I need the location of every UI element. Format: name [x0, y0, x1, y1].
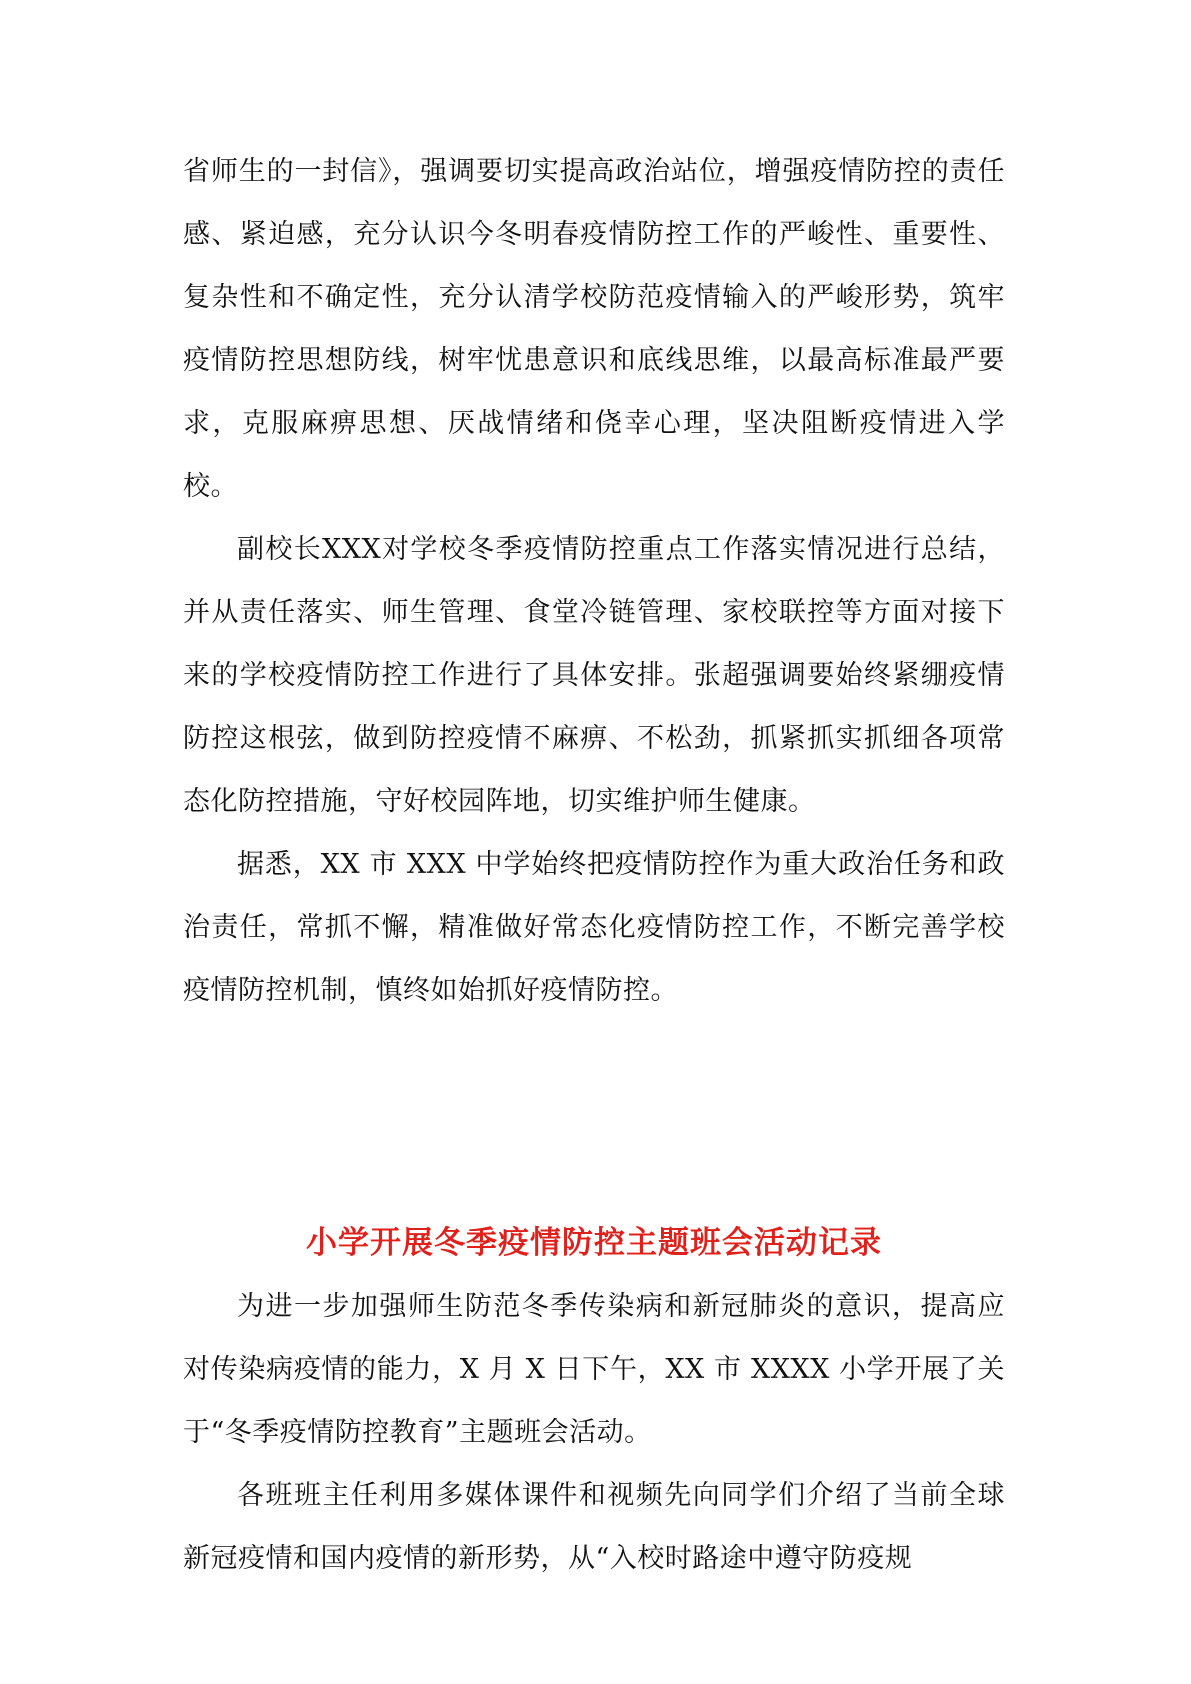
- paragraph-letter-summary: 省师生的一封信》，强调要切实提高政治站位，增强疫情防控的责任感、紧迫感，充分认识今冬明春疫情防控工作的严峻性、重要性、复杂性和不确定性，充分认清学校防范疫情输入的严峻形势，筑牢疫情防控思想防线，树牢忧患意识和底线思维，以最高标准最严要求，克服麻痹思想、厌战情绪和侥幸心理，坚决阻断疫情进入学校。: [183, 156, 1005, 502]
- paragraph-school-commitment: 据悉，XX 市 XXX 中学始终把疫情防控作为重大政治任务和政治责任，常抓不懈，精准做好常态化疫情防控工作，不断完善学校疫情防控机制，慎终如始抓好疫情防控。: [183, 849, 1005, 1006]
- paragraph-class-meeting-intro: 为进一步加强师生防范冬季传染病和新冠肺炎的意识，提高应对传染病疫情的能力，X 月 X 日下午，XX 市 XXXX 小学开展了关于“冬季疫情防控教育”主题班会活动。: [183, 1291, 1005, 1448]
- section-title: 小学开展冬季疫情防控主题班会活动记录: [306, 1225, 882, 1261]
- section-spacer: [183, 1022, 1005, 1212]
- paragraph-class-meeting-details: 各班班主任利用多媒体课件和视频先向同学们介绍了当前全球新冠疫情和国内疫情的新形势，从“入校时路途中遵守防疫规: [183, 1480, 1005, 1574]
- paragraph-vice-principal: 副校长XXX对学校冬季疫情防控重点工作落实情况进行总结，并从责任落实、师生管理、食堂冷链管理、家校联控等方面对接下来的学校疫情防控工作进行了具体安排。张超强调要始终紧绷疫情防控这根弦，做到防控疫情不麻痹、不松劲，抓紧抓实抓细各项常态化防控措施，守好校园阵地，切实维护师生健康。: [183, 534, 1005, 817]
- document-body: [183, 140, 1005, 1590]
